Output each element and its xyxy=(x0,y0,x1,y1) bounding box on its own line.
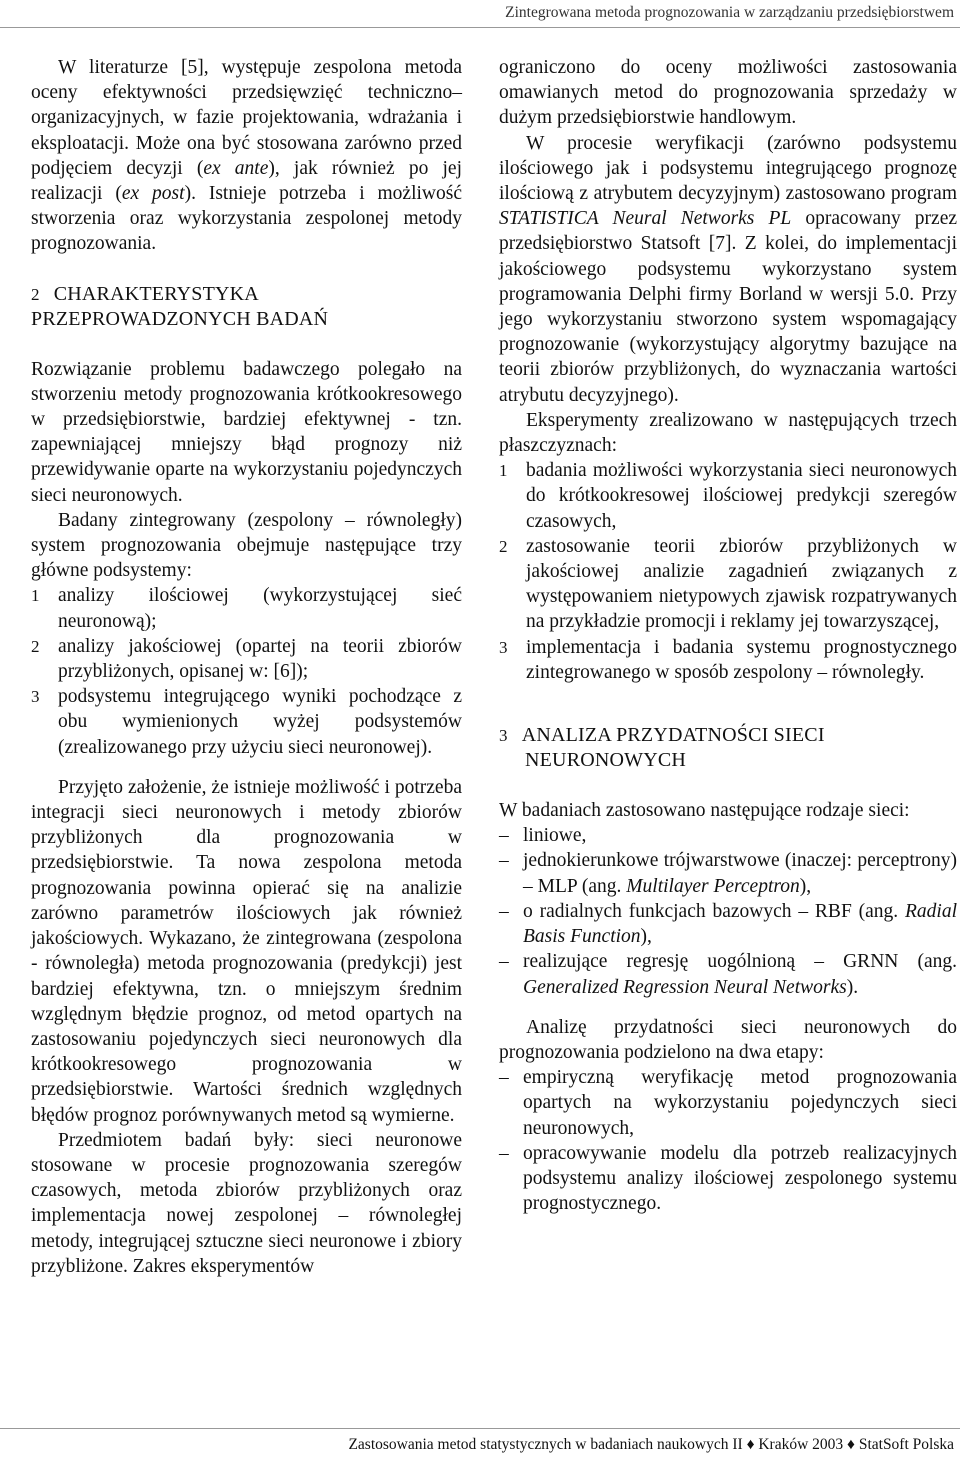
list-item: – opracowywanie modelu dla potrzeb realizacyjnych podsystemu analizy ilościowej zespolonego systemu prognostycznego. xyxy=(499,1142,957,1215)
list-item: – o radialnych funkcjach bazowych – RBF (ang. Radial Basis Function), xyxy=(499,900,957,948)
list-item: 2 analizy jakościowej (opartej na teorii zbiorów przybliżonych, opisanej w: [6]); xyxy=(31,635,462,683)
paragraph-verification: W procesie weryfikacji (zarówno podsystemu ilościowego jak i podsystemu integrującego prognozę ilościową z atrybutem decyzyjnym) zastosowano program STATISTICA Neural Networks PL opracowany przez przedsiębiorstwo Statsoft [7]. Z kolei, do implementacji jakościowego podsystemu wykorzystano system programowania Delphi firmy Borland w wersji 5.0. Przy jego wykorzystaniu stworzono system wspomagający prognozowanie (wykorzystujący algorytmy bazujące na teorii zbiorów przybliżonych, do wyznaczania wartości atrybutu decyzyjnego). xyxy=(499,132,958,406)
list-item: – liniowe, xyxy=(499,825,587,847)
paragraph-subsystems-intro: Badany zintegrowany (zespolony – równoległy) system prognozowania obejmuje następujące trzy główne podsystemy: xyxy=(31,509,462,582)
list-item: – empiryczną weryfikację metod prognozowania opartych na wykorzystaniu pojedynczych sieci neuronowych, xyxy=(499,1067,957,1139)
subsystems-list xyxy=(31,583,462,759)
list-item: 2 zastosowanie teorii zbiorów przybliżonych w jakościowej analizie zagadnień związanych z występowaniem nietypowych zjawisk rozpatrywanych na przykładzie promocji i reklamy jej towarzyszącej, xyxy=(499,535,957,633)
planes-list xyxy=(499,458,957,685)
list-item: 1 analizy ilościowej (wykorzystującej sieć neuronową); xyxy=(31,585,462,632)
section-2-title-line2: PRZEPROWADZONYCH BADAŃ xyxy=(31,307,329,330)
paragraph-experiments: Eksperymenty zrealizowano w następujących trzech płaszczyznach: xyxy=(499,409,957,457)
section-2-number: 2 xyxy=(31,284,40,304)
right-column xyxy=(499,55,957,1216)
list-item: 1 badania możliwości wykorzystania sieci neuronowych do krótkookresowej ilościowej predykcji szeregów czasowych, xyxy=(499,460,957,532)
footer-rule xyxy=(0,1428,960,1429)
left-column xyxy=(31,55,462,1279)
list-item: – realizujące regresję uogólnioną – GRNN (ang. Generalized Regression Neural Networks). xyxy=(499,951,957,998)
list-item: – jednokierunkowe trójwarstwowe (inaczej: perceptrony) – MLP (ang. Multilayer Perceptron), xyxy=(499,850,957,897)
paragraph-subject: Przedmiotem badań były: sieci neuronowe stosowane w procesie prognozowania szeregów czasowych, metoda zbiorów przybliżonych oraz implementacja nowej zespolonej – równoległej metody, integrującej sztuczne sieci neuronowe i zbiory przybliżone. Zakres eksperymentów xyxy=(31,1129,462,1277)
paragraph-assumption: Przyjęto założenie, że istnieje możliwość i potrzeba integracji sieci neuronowych i metody zbiorów przybliżonych dla prognozowania w przedsiębiorstwie. Ta nowa zespolona metoda prognozowania powinna opierać się na analizie zarówno parametrów ilościowych jak również jakościowych. Wykazano, że zintegrowana (zespolona - równoległa) metoda prognozowania (predykcji) jest bardziej efektywna, tzn. o mniejszym średnim względnym błędzie prognoz, od metod opartych na zastosowaniu pojedynczych sieci neuronowych dla krótkookresowego prognozowania w przedsiębiorstwie. Wartości średnich względnych błędów prognoz porównywanych metod są wymierne. xyxy=(31,776,462,1126)
section-3-title-line2: NEURONOWYCH xyxy=(525,749,687,772)
paragraph-continuation: ograniczono do oceny możliwości zastosowania omawianych metod do prognozowania sprzedaży w dużym przedsiębiorstwie handlowym. xyxy=(499,57,957,129)
paragraph-problem: Rozwiązanie problemu badawczego polegało na stworzeniu metody prognozowania krótkookresowego w przedsiębiorstwie, bardziej efektywnej - tzn. zapewniającej mniejszy błąd prognozy niż przewidywanie oparte na wykorzystaniu pojedynczych sieci neuronowych. xyxy=(31,358,462,506)
paragraph-stages: Analizę przydatności sieci neuronowych do prognozowania podzielono na dwa etapy: xyxy=(499,1016,957,1063)
running-header: Zintegrowana metoda prognozowania w zarządzaniu przedsiębiorstwem xyxy=(505,4,954,21)
intro-paragraph: W literaturze [5], występuje zespolona metoda oceny efektywności przedsięwzięć techniczno–organizacyjnych, w fazie projektowania, wdrażania i eksploatacji. Może ona być stosowana zarówno przed podjęciem decyzji (ex ante), jak również po jej realizacji (ex post). Istnieje potrzeba i możliwość stworzenia oraz wykorzystania zespolonej metody prognozowania. xyxy=(31,57,462,255)
section-2-title-line1: CHARAKTERYSTYKA xyxy=(53,282,259,305)
running-footer: Zastosowania metod statystycznych w badaniach naukowych II ♦ Kraków 2003 ♦ StatSoft Polska xyxy=(348,1436,954,1453)
section-3-title-line1: ANALIZA PRZYDATNOŚCI SIECI xyxy=(521,724,825,747)
paragraph-network-types: W badaniach zastosowano następujące rodzaje sieci: xyxy=(499,800,910,822)
list-item: 3 podsystemu integrującego wyniki pochodzące z obu wymienionych wyżej podsystemów (zrealizowanego przy użyciu sieci neuronowej). xyxy=(31,686,462,758)
section-2-heading xyxy=(31,282,462,332)
section-3-heading xyxy=(499,723,957,773)
networks-list xyxy=(499,823,957,999)
header-rule xyxy=(0,27,960,28)
section-3-number: 3 xyxy=(499,726,508,746)
stages-list xyxy=(499,1065,957,1216)
list-item: 3 implementacja i badania systemu prognostycznego zintegrowanego w sposób zespolony – równoległy. xyxy=(499,636,957,683)
